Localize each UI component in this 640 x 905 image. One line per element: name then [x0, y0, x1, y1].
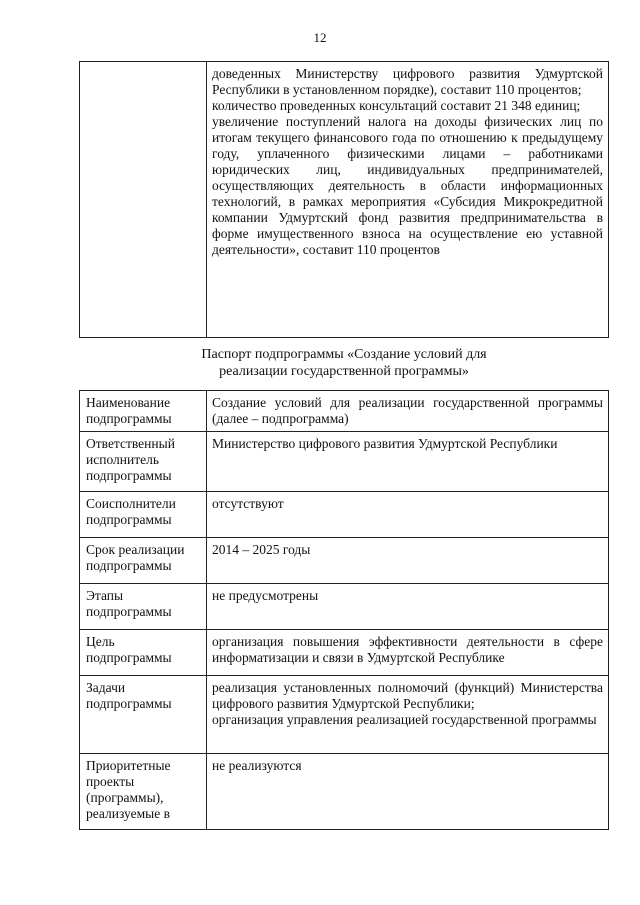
table-row: [80, 630, 609, 676]
passport-caption: [79, 346, 609, 380]
table-row: [80, 492, 609, 538]
row-label: Срок реализации подпрограммы: [80, 538, 207, 584]
empty-label-cell: [80, 62, 207, 338]
continuation-table: [79, 61, 609, 338]
table-row: [80, 538, 609, 584]
page-number: 12: [313, 30, 327, 45]
row-label: Задачи подпрограммы: [80, 676, 207, 754]
row-value: не предусмотрены: [207, 584, 609, 630]
indicator-paragraph: увеличение поступлений налога на доходы физических лиц по итогам текущего финансового года по отношению к предыдущему году, уплаченного физическими лицами – работниками юридических лиц, индивидуальных предпринимателей, осуществляющих деятельность в области информационных технологий, в рамках мероприятия «Субсидия Микрокредитной компании Удмуртский фонд развития предпринимательства в форме имущественного взноса на осуществление ею уставной деятельности», составит 110 процентов: [212, 114, 603, 257]
row-value: [207, 676, 609, 754]
row-label: Наименование подпрограммы: [80, 391, 207, 432]
passport-table: [79, 390, 609, 830]
row-label: Цель подпрограммы: [80, 630, 207, 676]
row-value: не реализуются: [207, 754, 609, 830]
table-row: [80, 584, 609, 630]
row-label: Ответственный исполнитель подпрограммы: [80, 432, 207, 492]
row-value: отсутствуют: [207, 492, 609, 538]
indicator-paragraph: доведенных Министерству цифрового развития Удмуртской Республики в установленном порядке), составит 110 процентов;: [212, 66, 603, 97]
row-label: Соисполнители подпрограммы: [80, 492, 207, 538]
caption-line: реализации государственной программы»: [219, 364, 469, 379]
table-row: [80, 432, 609, 492]
row-value: Министерство цифрового развития Удмуртской Республики: [207, 432, 609, 492]
table-row: [80, 391, 609, 432]
row-label: Этапы подпрограммы: [80, 584, 207, 630]
row-value: 2014 – 2025 годы: [207, 538, 609, 584]
task-item: реализация установленных полномочий (функций) Министерства цифрового развития Удмуртской Республики;: [212, 680, 603, 711]
table-row: [80, 62, 609, 338]
indicator-paragraph: количество проведенных консультаций составит 21 348 единиц;: [212, 98, 581, 113]
indicators-cell: [207, 62, 609, 338]
row-label: Приоритетные проекты (программы), реализуемые в: [80, 754, 207, 830]
table-row: [80, 754, 609, 830]
task-item: организация управления реализацией государственной программы: [212, 712, 597, 727]
caption-line: Паспорт подпрограммы «Создание условий для: [201, 347, 487, 362]
row-value: организация повышения эффективности деятельности в сфере информатизации и связи в Удмуртской Республике: [207, 630, 609, 676]
row-value: Создание условий для реализации государственной программы (далее – подпрограмма): [207, 391, 609, 432]
table-row: [80, 676, 609, 754]
